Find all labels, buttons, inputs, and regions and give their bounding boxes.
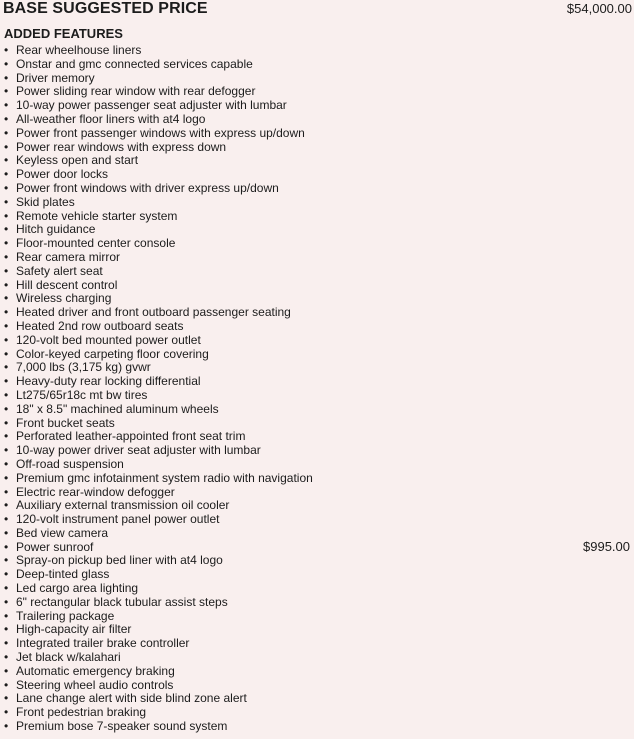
feature-label: Safety alert seat bbox=[16, 263, 103, 278]
base-price-value: $54,000.00 bbox=[566, 1, 632, 16]
feature-label: Automatic emergency braking bbox=[16, 663, 175, 678]
bullet-icon: • bbox=[4, 567, 9, 582]
feature-label: Heated driver and front outboard passenger seating bbox=[16, 305, 291, 320]
feature-item bbox=[4, 58, 632, 72]
bullet-icon: • bbox=[4, 139, 9, 154]
feature-label: Driver memory bbox=[16, 70, 95, 85]
feature-item bbox=[4, 320, 632, 334]
feature-label: 6" rectangular black tubular assist steps bbox=[16, 594, 228, 609]
bullet-icon: • bbox=[4, 512, 9, 527]
bullet-icon: • bbox=[4, 691, 9, 706]
feature-item bbox=[4, 527, 632, 541]
feature-item bbox=[4, 499, 632, 513]
feature-item bbox=[4, 85, 632, 99]
feature-label: Rear camera mirror bbox=[16, 249, 121, 264]
bullet-icon: • bbox=[4, 43, 9, 57]
feature-label: Perforated leather-appointed front seat trim bbox=[16, 429, 246, 444]
feature-label: 120-volt bed mounted power outlet bbox=[16, 332, 201, 347]
feature-item bbox=[4, 141, 632, 155]
feature-label: Electric rear-window defogger bbox=[16, 484, 175, 499]
bullet-icon: • bbox=[4, 236, 9, 251]
feature-label: 7,000 lbs (3,175 kg) gvwr bbox=[16, 360, 151, 375]
feature-label: Power rear windows with express down bbox=[16, 139, 227, 154]
bullet-icon: • bbox=[4, 429, 9, 444]
feature-item bbox=[4, 210, 632, 224]
feature-label: Spray-on pickup bed liner with at4 logo bbox=[16, 553, 223, 568]
feature-item bbox=[4, 568, 632, 582]
bullet-icon: • bbox=[4, 456, 9, 471]
feature-label: Front pedestrian braking bbox=[16, 705, 147, 720]
added-features-list bbox=[4, 44, 632, 734]
bullet-icon: • bbox=[4, 650, 9, 665]
feature-item bbox=[4, 623, 632, 637]
feature-item bbox=[4, 538, 632, 555]
feature-label: Keyless open and start bbox=[16, 153, 139, 168]
feature-item bbox=[4, 237, 632, 251]
feature-item bbox=[4, 361, 632, 375]
feature-label: High-capacity air filter bbox=[16, 622, 132, 637]
bullet-icon: • bbox=[4, 263, 9, 278]
bullet-icon: • bbox=[4, 539, 9, 554]
bullet-icon: • bbox=[4, 484, 9, 499]
feature-item bbox=[4, 113, 632, 127]
feature-label: Integrated trailer brake controller bbox=[16, 636, 190, 651]
feature-item bbox=[4, 44, 632, 58]
base-price-title: BASE SUGGESTED PRICE bbox=[3, 0, 208, 17]
feature-item bbox=[4, 596, 632, 610]
feature-item bbox=[4, 306, 632, 320]
feature-label: Heated 2nd row outboard seats bbox=[16, 318, 184, 333]
feature-item bbox=[4, 375, 632, 389]
feature-item bbox=[4, 182, 632, 196]
bullet-icon: • bbox=[4, 332, 9, 347]
bullet-icon: • bbox=[4, 608, 9, 623]
bullet-icon: • bbox=[4, 360, 9, 375]
feature-item bbox=[4, 720, 632, 734]
bullet-icon: • bbox=[4, 222, 9, 237]
feature-item bbox=[4, 223, 632, 237]
feature-item bbox=[4, 196, 632, 210]
feature-item bbox=[4, 265, 632, 279]
bullet-icon: • bbox=[4, 346, 9, 361]
feature-item bbox=[4, 444, 632, 458]
feature-label: Power sunroof bbox=[16, 539, 94, 554]
bullet-icon: • bbox=[4, 387, 9, 402]
bullet-icon: • bbox=[4, 581, 9, 596]
base-price-row bbox=[3, 0, 632, 20]
feature-item bbox=[4, 554, 632, 568]
bullet-icon: • bbox=[4, 622, 9, 637]
feature-label: Floor-mounted center console bbox=[16, 236, 176, 251]
feature-price: $995.00 bbox=[583, 538, 630, 554]
bullet-icon: • bbox=[4, 401, 9, 416]
feature-item bbox=[4, 679, 632, 693]
bullet-icon: • bbox=[4, 594, 9, 609]
feature-item bbox=[4, 430, 632, 444]
feature-label: Heavy-duty rear locking differential bbox=[16, 374, 201, 389]
added-features-title: ADDED FEATURES bbox=[4, 26, 123, 41]
bullet-icon: • bbox=[4, 636, 9, 651]
feature-item bbox=[4, 251, 632, 265]
bullet-icon: • bbox=[4, 525, 9, 540]
bullet-icon: • bbox=[4, 374, 9, 389]
feature-label: Led cargo area lighting bbox=[16, 581, 139, 596]
bullet-icon: • bbox=[4, 111, 9, 126]
bullet-icon: • bbox=[4, 70, 9, 85]
feature-label: Skid plates bbox=[16, 194, 75, 209]
feature-label: Steering wheel audio controls bbox=[16, 677, 174, 692]
bullet-icon: • bbox=[4, 719, 9, 734]
feature-label: Auxiliary external transmission oil cooler bbox=[16, 498, 230, 513]
feature-item bbox=[4, 458, 632, 472]
feature-label: Wireless charging bbox=[16, 291, 112, 306]
bullet-icon: • bbox=[4, 415, 9, 430]
feature-item bbox=[4, 279, 632, 293]
feature-label: Remote vehicle starter system bbox=[16, 208, 178, 223]
feature-item bbox=[4, 72, 632, 86]
bullet-icon: • bbox=[4, 153, 9, 168]
bullet-icon: • bbox=[4, 705, 9, 720]
bullet-icon: • bbox=[4, 663, 9, 678]
bullet-icon: • bbox=[4, 677, 9, 692]
feature-label: All-weather floor liners with at4 logo bbox=[16, 111, 206, 126]
feature-item bbox=[4, 99, 632, 113]
feature-label: Power front windows with driver express up/down bbox=[16, 180, 279, 195]
feature-label: 10-way power passenger seat adjuster with lumbar bbox=[16, 98, 287, 113]
feature-item bbox=[4, 127, 632, 141]
feature-item bbox=[4, 389, 632, 403]
feature-label: Trailering package bbox=[16, 608, 115, 623]
feature-label: Color-keyed carpeting floor covering bbox=[16, 346, 209, 361]
feature-label: Onstar and gmc connected services capable bbox=[16, 56, 253, 71]
feature-item bbox=[4, 610, 632, 624]
feature-label: Lt275/65r18c mt bw tires bbox=[16, 387, 148, 402]
bullet-icon: • bbox=[4, 56, 9, 71]
feature-label: Bed view camera bbox=[16, 525, 109, 540]
bullet-icon: • bbox=[4, 194, 9, 209]
bullet-icon: • bbox=[4, 277, 9, 292]
bullet-icon: • bbox=[4, 98, 9, 113]
feature-label: Hill descent control bbox=[16, 277, 118, 292]
feature-label: Off-road suspension bbox=[16, 456, 124, 471]
feature-label: Rear wheelhouse liners bbox=[16, 43, 142, 57]
feature-label: Front bucket seats bbox=[16, 415, 115, 430]
feature-label: 18" x 8.5" machined aluminum wheels bbox=[16, 401, 219, 416]
bullet-icon: • bbox=[4, 125, 9, 140]
feature-label: Lane change alert with side blind zone alert bbox=[16, 691, 247, 706]
feature-item bbox=[4, 651, 632, 665]
feature-item bbox=[4, 417, 632, 431]
bullet-icon: • bbox=[4, 167, 9, 182]
feature-label: Power front passenger windows with express up/down bbox=[16, 125, 305, 140]
bullet-icon: • bbox=[4, 291, 9, 306]
feature-item bbox=[4, 168, 632, 182]
feature-label: 120-volt instrument panel power outlet bbox=[16, 512, 220, 527]
feature-label: Jet black w/kalahari bbox=[16, 650, 121, 665]
bullet-icon: • bbox=[4, 443, 9, 458]
feature-item bbox=[4, 348, 632, 362]
feature-item bbox=[4, 403, 632, 417]
feature-item bbox=[4, 292, 632, 306]
feature-item bbox=[4, 472, 632, 486]
bullet-icon: • bbox=[4, 553, 9, 568]
bullet-icon: • bbox=[4, 208, 9, 223]
bullet-icon: • bbox=[4, 84, 9, 99]
feature-label: Premium gmc infotainment system radio with navigation bbox=[16, 470, 313, 485]
feature-label: Power sliding rear window with rear defogger bbox=[16, 84, 256, 99]
feature-item bbox=[4, 154, 632, 168]
bullet-icon: • bbox=[4, 470, 9, 485]
feature-item bbox=[4, 334, 632, 348]
feature-label: Premium bose 7-speaker sound system bbox=[16, 719, 228, 734]
feature-label: Deep-tinted glass bbox=[16, 567, 110, 582]
feature-item bbox=[4, 513, 632, 527]
feature-item bbox=[4, 692, 632, 706]
bullet-icon: • bbox=[4, 180, 9, 195]
bullet-icon: • bbox=[4, 249, 9, 264]
feature-label: Hitch guidance bbox=[16, 222, 96, 237]
feature-label: Power door locks bbox=[16, 167, 109, 182]
bullet-icon: • bbox=[4, 305, 9, 320]
feature-item bbox=[4, 582, 632, 596]
feature-item bbox=[4, 486, 632, 500]
feature-label: 10-way power driver seat adjuster with lumbar bbox=[16, 443, 261, 458]
feature-item bbox=[4, 637, 632, 651]
feature-item bbox=[4, 665, 632, 679]
feature-item bbox=[4, 706, 632, 720]
bullet-icon: • bbox=[4, 318, 9, 333]
bullet-icon: • bbox=[4, 498, 9, 513]
